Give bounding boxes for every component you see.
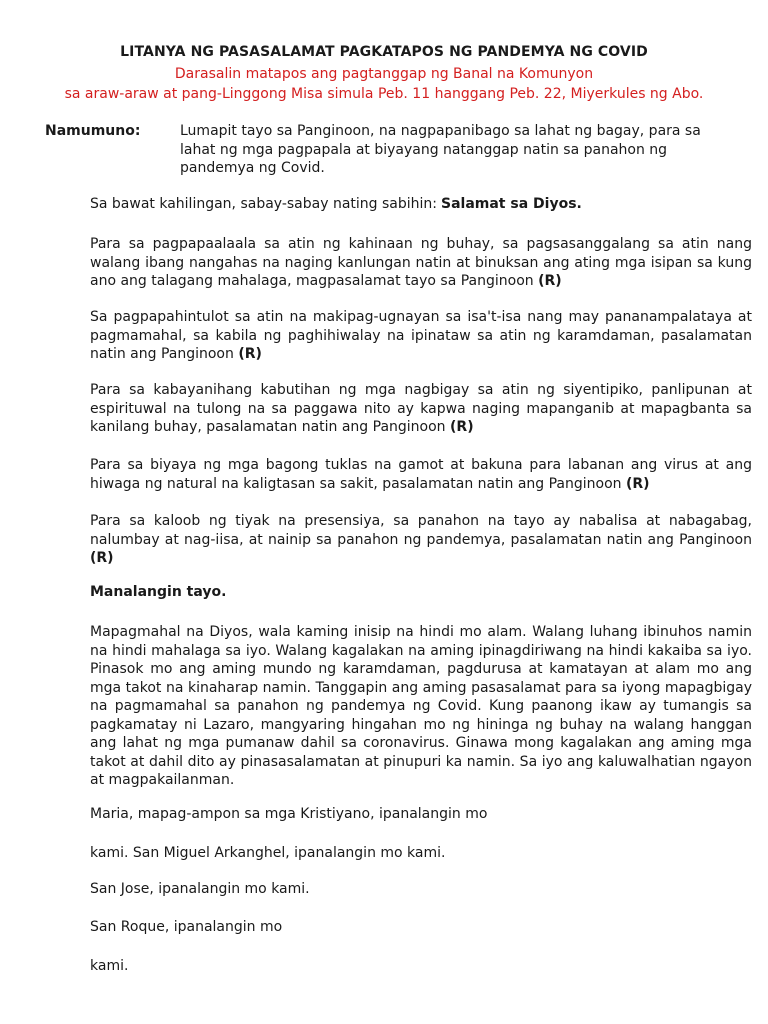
prayer-text: Mapagmahal na Diyos, wala kaming inisip na hindi mo alam. Walang luhang ibinuhos namin na hindi mahalaga sa iyo. Walang kagalakan na aming ipinagdiriwang na hindi kakaiba sa iyo. Pinasok mo ang aming mundo ng karamdaman, pagdurusa at kamatayan at alam mo ang mga takot na kinaharap namin. Tanggapin ang aming pasasalamat para sa iyong mapagbigay na pagmamahal sa panahon ng pandemya ng Covid. Kung paanong ikaw ay tumangis sa pagkamatay ni Lazaro, mangyaring hingahan mo ng hininga ng buhay na walang hanggan ang lahat ng mga pumanaw dahil sa coronavirus. Ginawa mong kagalakan ang aming mga takot at dahil dito ay pinasasalamatan at pinupuri ka namin. Sa iyo ang kaluwalhatian ngayon at magpakailanman. [90, 624, 752, 788]
leader-label: Namumuno: [45, 123, 141, 139]
petition-4 [90, 456, 752, 493]
petition-2 [90, 308, 752, 364]
response-marker: (R) [90, 550, 114, 566]
petition-text: Sa pagpapahintulot sa atin na makipag-ugnayan sa isa't-isa nang may pananampalataya at pagmamahal, sa kabila ng paghihiwalay na ipinataw sa atin ng karamdaman, pasalamatan natin ang Panginoon [90, 309, 752, 362]
petition-text: Para sa kaloob ng tiyak na presensiya, sa panahon na tayo ay nabalisa at nabagabag, nalumbay at nag-iisa, at nainip sa panahon ng pandemya, pasalamatan natin ang Panginoon [90, 513, 752, 548]
closing-line-1: Maria, mapag-ampon sa mga Kristiyano, ipanalangin mo [90, 806, 488, 822]
prayer-heading: Manalangin tayo. [90, 584, 227, 600]
response-marker: (R) [538, 273, 562, 289]
petition-text: Para sa pagpapaalaala sa atin ng kahinaan ng buhay, sa pagsasanggalang sa atin nang walang ibang nangahas na naging kanlungan natin at binuksan ang ating mga isipan sa kung ano ang talagang mahalaga, magpasalamat tayo sa Panginoon [90, 236, 752, 289]
closing-line-4: San Roque, ipanalangin mo [90, 919, 283, 935]
closing-line-3: San Jose, ipanalangin mo kami. [90, 881, 310, 897]
response-text: Salamat sa Diyos. [441, 196, 582, 212]
response-marker: (R) [450, 419, 474, 435]
petition-3 [90, 381, 752, 437]
leader-text: Lumapit tayo sa Panginoon, na nagpapanibago sa lahat ng bagay, para sa lahat ng mga pagpapala at biyayang natanggap natin sa panahon ng pandemya ng Covid. [180, 123, 701, 176]
petition-1 [90, 235, 752, 291]
subtitle-line-2: sa araw-araw at pang-Linggong Misa simula Peb. 11 hanggang Peb. 22, Miyerkules ng Abo. [64, 86, 704, 102]
closing-line-5: kami. [90, 958, 129, 974]
petition-5 [90, 512, 752, 568]
petition-text: Para sa kabayanihang kabutihan ng mga nagbigay sa atin ng siyentipiko, panlipunan at espirituwal na tulong na sa paggawa nito ay kapwa naging mapanganib at mapagbanta sa kanilang buhay, pasalamatan natin ang Panginoon [90, 382, 752, 435]
response-marker: (R) [626, 475, 650, 492]
closing-line-2: kami. San Miguel Arkanghel, ipanalangin mo kami. [90, 845, 446, 861]
petition-text: Para sa biyaya ng mga bagong tuklas na gamot at bakuna para labanan ang virus at ang hiwaga ng natural na kaligtasan sa sakit, pasalamatan natin ang Panginoon [90, 457, 752, 492]
subtitle-line-1: Darasalin matapos ang pagtanggap ng Banal na Komunyon [174, 66, 594, 82]
document-title: LITANYA NG PASASALAMAT PAGKATAPOS NG PANDEMYA NG COVID [120, 44, 648, 60]
response-instruction: Sa bawat kahilingan, sabay-sabay nating sabihin: [90, 196, 437, 212]
response-marker: (R) [238, 346, 262, 362]
